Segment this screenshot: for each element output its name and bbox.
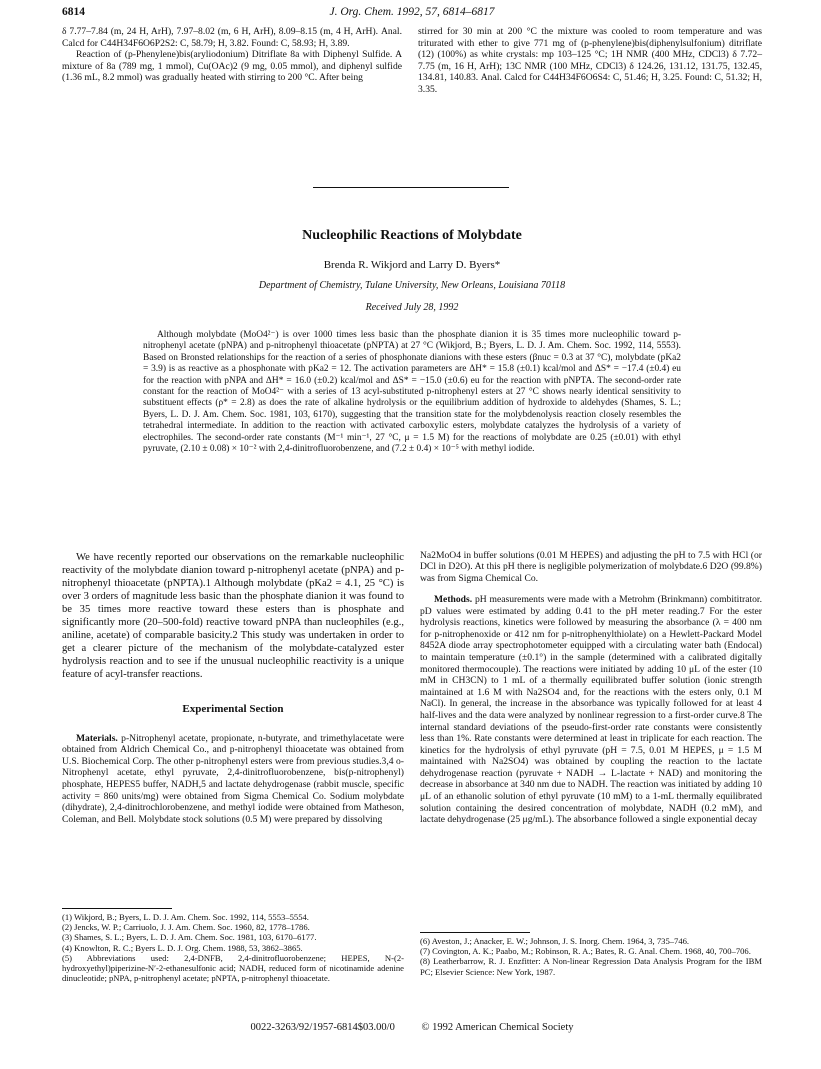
article-authors: Brenda R. Wikjord and Larry D. Byers* xyxy=(323,259,501,271)
article-title: Nucleophilic Reactions of Molybdate xyxy=(302,228,522,243)
materials-paragraph xyxy=(62,723,404,835)
running-header xyxy=(62,6,762,22)
footnotes-left xyxy=(62,912,404,983)
footnote-rule-right xyxy=(420,932,530,933)
continuation-paragraph: stirred for 30 min at 200 °C the mixture was cooled to room temperature and was triturated with ether to give 771 mg of (p-phenylene)bis(diphenylsulfonium) ditriflate (12) (100%) as white crystals: mp 103–125 °C; 1H NMR (400 MHz, CDCl3) δ 7.72–7.75 (m, 16 H, ArH); 13C NMR (100 MHz, CDCl3) δ 124.26, 131.12, 131.75, 132.45, 134.81, 140.83. Anal. Calcd for C44H34F6O6S4: C, 51.46; H, 3.25. Found: C, 51.32; H, 3.35. xyxy=(418,26,762,95)
analysis-paragraph: δ 7.77–7.84 (m, 24 H, ArH), 7.97–8.02 (m, 6 H, ArH), 8.09–8.15 (m, 4 H, ArH). Anal. Calcd for C44H34F6O6P2S2: C, 58.79; H, 3.82. Found: C, 58.93; H, 3.89. xyxy=(62,26,402,49)
abstract xyxy=(143,330,681,455)
materials-text: p-Nitrophenyl acetate, propionate, n-butyrate, and trimethylacetate were obtained from Aldrich Chemical Co., and p-nitrophenyl thioacetate was obtained from U.S. Biochemical Corp. The other p-nitrophenyl esters were from previous studies.3,4 o-Nitrophenyl acetate, ethyl pyruvate, 2,4-dinitrofluorobenzene, bis(p-nitrophenyl) phosphate, HEPES5 buffer, NADH,5 and lactate dehydrogenase (rabbit muscle, specific activity = 860 units/mg) were obtained from Sigma Chemical Co. Sodium molybdate (dihydrate), 2,4-dinitrochlorobenzene, and methyl iodide were obtained from Matheson, Coleman, and Bell. Molybdate stock solutions (0.5 M) were prepared by dissolving xyxy=(62,732,404,825)
publication-code: 0022-3263/92/1957-6814$03.00/0 xyxy=(250,1022,395,1033)
footnote-rule-left xyxy=(62,908,172,909)
intro-text: We have recently reported our observations on the remarkable nucleophilic reactivity of the molybdate dianion toward p-nitrophenyl acetate (pNPA) and p-nitrophenyl thioacetate (pNPTA).1 Although molybdate (pKa2 = 4.1, 25 °C) is over 3 orders of magnitude less basic than the phosphate dianion it was found to be 35 times more reactive toward these esters than is phosphate and significantly more (20–500-fold) reactive toward pNPA than nucleophiles (e.g., aniline, acetate) of comparable basicity.2 This study was undertaken in order to get a clearer picture of the mechanism of the molybdate-catalyzed ester hydrolysis reaction and to see if the unusual nucleophilic reactivity is a unique feature of acyl-transfer reactions. xyxy=(62,551,404,680)
copyright: © 1992 American Chemical Society xyxy=(421,1022,574,1033)
footnote: (7) Covington, A. K.; Paabo, M.; Robinson, R. A.; Bates, R. G. Anal. Chem. 1968, 40, 700–706. xyxy=(420,946,751,957)
materials-label: Materials. xyxy=(76,732,118,744)
footnote: (3) Shames, S. L.; Byers, L. D. J. Am. Chem. Soc. 1981, 103, 6170–6177. xyxy=(62,932,317,943)
page-footer xyxy=(62,1022,762,1033)
journal-citation: J. Org. Chem. 1992, 57, 6814–6817 xyxy=(329,6,495,18)
introduction xyxy=(62,540,404,691)
right-column xyxy=(420,540,762,835)
footnotes-right xyxy=(420,936,762,977)
received-date: Received July 28, 1992 xyxy=(365,302,459,313)
page-number: 6814 xyxy=(62,6,85,18)
previous-article-right-column xyxy=(418,26,762,96)
previous-article-left-column xyxy=(62,26,402,84)
reaction-paragraph: Reaction of (p-Phenylene)bis(aryliodonium) Ditriflate 8a with Diphenyl Sulfide. A mixture of 8a (789 mg, 1 mmol), Cu(OAc)2 (9 mg, 0.05 mmol), and diphenyl sulfide (1.36 mL, 8.2 mmol) was gradually heated with stirring to 200 °C. After being xyxy=(62,49,402,84)
methods-label: Methods. xyxy=(434,593,473,605)
article-divider xyxy=(313,187,509,188)
abstract-text: Although molybdate (MoO4²⁻) is over 1000 times less basic than the phosphate dianion it is 35 times more nucleophilic toward p-nitrophenyl acetate (pNPA) and p-nitrophenyl thioacetate (pNPTA) at 27 °C (Wikjord, B.; Byers, L. D. J. Am. Chem. Soc. 1992, 114, 5553). Based on Bronsted relationships for the reaction of a series of phosphonate dianions with these esters (βnuc = 0.3 at 37 °C), molybdate (pKa2 = 3.9) is as reactive as a phosphonate with pKa2 = 12. The activation parameters are ΔH* = 15.8 (±0.1) kcal/mol and ΔS* = −17.4 (±0.4) eu for the reaction with pNPA and ΔH* = 16.0 (±0.2) kcal/mol and ΔS* = −15.0 (±0.6) eu for the reaction with pNPTA. The second-order rate constant for the reaction of MoO4²⁻ with a series of 13 acyl-substituted p-nitrophenyl esters at 27 °C shows nearly identical sensitivity to substituent effects (ρ* = 2.8) as does the rate of alkaline hydrolysis or the equilibrium addition of hydroxide to aldehydes (Shames, S. L.; Byers, L. D. J. Am. Chem. Soc. 1981, 103, 6170), suggesting that the transition state for the molybdenolysis reaction closely resembles the tetrahedral intermediate. In addition to the reaction with activated carboxylic esters, molybdate catalyzes the hydrolysis of a variety of electrophiles. The second-order rate constants (M⁻¹ min⁻¹, 27 °C, μ = 1.5 M) for the reactions of molybdate are 0.25 (±0.01) with ethyl pyruvate, (2.10 ± 0.08) × 10⁻² with 2,4-dinitrofluorobenzene, and (7.2 ± 0.4) × 10⁻⁵ with methyl iodide. xyxy=(143,330,681,455)
footnote: (6) Aveston, J.; Anacker, E. W.; Johnson, J. S. Inorg. Chem. 1964, 3, 735–746. xyxy=(420,936,690,946)
footnote: (8) Leatherbarrow, R. J. Enzfitter: A Non-linear Regression Data Analysis Program for the IBM PC; Elsevier Science: New York, 1987. xyxy=(420,956,762,977)
materials-continuation: Na2MoO4 in buffer solutions (0.01 M HEPES) and adjusting the pH to 7.5 with HCl (or DCl in D2O). At this pH there is negligible polymerization of molybdate.6 D2O (99.8%) was from Sigma Chemical Co. xyxy=(420,549,762,584)
footnote: (5) Abbreviations used: 2,4-DNFB, 2,4-dinitrofluorobenzene; HEPES, N-(2-hydroxyethyl)piperizine-N′-2-ethanesulfonic acid; NADH, reduced form of nicotinamide adenine dinucleotide; pNPA, p-nitrophenyl acetate; pNPTA, p-nitrophenyl thioacetate. xyxy=(62,952,404,984)
footnote: (1) Wikjord, B.; Byers, L. D. J. Am. Chem. Soc. 1992, 114, 5553–5554. xyxy=(62,912,309,922)
footnote: (2) Jencks, W. P.; Carriuolo, J. J. Am. Chem. Soc. 1960, 82, 1778–1786. xyxy=(62,922,310,933)
section-heading: Experimental Section xyxy=(182,703,284,715)
footnote: (4) Knowlton, R. C.; Byers L. D. J. Org. Chem. 1988, 53, 3862–3865. xyxy=(62,942,303,953)
affiliation: Department of Chemistry, Tulane University, New Orleans, Louisiana 70118 xyxy=(258,280,566,291)
methods-text: pH measurements were made with a Metrohm (Brinkmann) combititrator. pD values were estimated by adding 0.41 to the pH meter reading.7 For the ester hydrolysis reactions, kinetics were followed by measuring the absorbance (λ = 400 nm for p-nitrophenoxide or 412 nm for p-nitrophenylthiolate) on a Hewlett-Packard Model 8452A diode array spectrophotometer equipped with a circulating water bath (Endocal) to maintain temperature (±0.1°) in the sample (determined with a calibrated digitally monitored thermocouple). The reactions were initiated by adding 10 μL of the ester (10 mM in CH3CN) to 1 mL of a thermally equilibrated buffer solution (ionic strength maintained at 1.6 M with Na2SO4 and, for the reactions with the esters only, 0.1 M NaCl). In general, the increase in the absorbance was typically followed for at least 4 half-lives and the data were analyzed by nonlinear regression to a first-order curve.8 The internal standard deviations of the pseudo-first-order rate constants were consistently less than 1%. Rate constants were determined at least in triplicate for each reaction. The kinetics for the hydrolysis of ethyl pyruvate (pH = 7.5, 0.01 M HEPES, μ = 1.5 M maintained with Na2SO4) was obtained by coupling the reaction to the lactate dehydrogenase reaction (pyruvate + NADH → L-lactate + NAD) and monitoring the decrease in absorbance at 340 nm due to NADH. The reaction was initiated by adding 10 μL of an ethanolic solution of ethyl pyruvate (10 mM) to a 1-mL thermally equilibrated solution containing the desired concentration of molybdate, NADH (0.2 mM), and lactate dehydrogenase (25 μg/mL). The absorbance followed a single exponential decay xyxy=(420,593,762,826)
